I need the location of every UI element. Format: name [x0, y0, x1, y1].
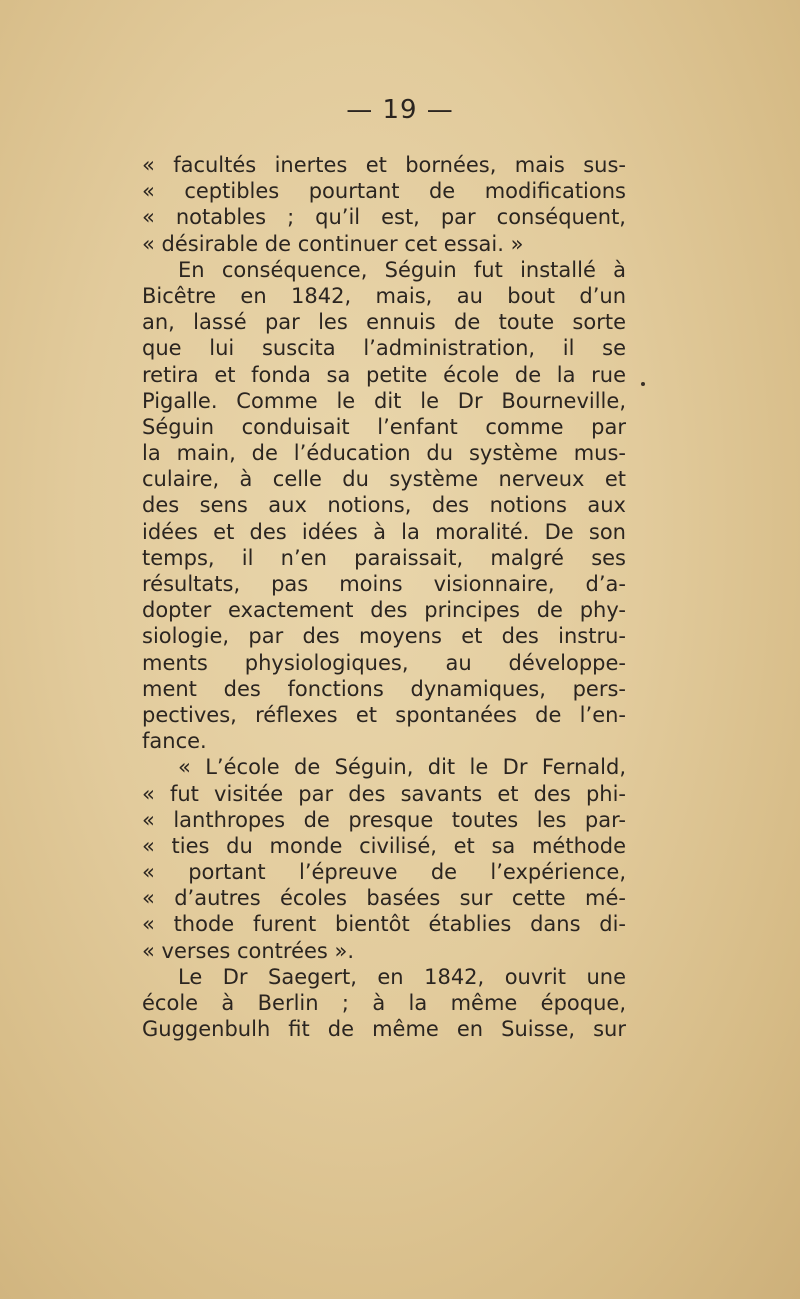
text-line: « verses contrées ». [142, 938, 355, 963]
text-line: pectives, réflexes et spontanées de l’en- [142, 702, 626, 727]
text-line: « portant l’épreuve de l’expérience, [142, 860, 626, 885]
text-line: dopter exactement des principes de phy- [142, 598, 626, 623]
text-line: « fut visitée par des savants et des phi- [142, 781, 626, 806]
text-line: Le Dr Saegert, en 1842, ouvrit une [178, 964, 626, 989]
text-line: Séguin conduisait l’enfant comme par [142, 414, 626, 439]
ink-speck [641, 382, 645, 386]
text-line: Guggenbulh fit de même en Suisse, sur [142, 1017, 626, 1042]
text-line: « lanthropes de presque toutes les par- [142, 807, 626, 832]
text-line: « L’école de Séguin, dit le Dr Fernald, [178, 755, 626, 780]
text-line: fance. [142, 729, 207, 754]
text-line: « facultés inertes et bornées, mais sus- [142, 153, 626, 177]
text-line: que lui suscita l’administration, il se [142, 336, 626, 361]
text-line: Pigalle. Comme le dit le Dr Bourneville, [142, 388, 626, 413]
text-line: « notables ; qu’il est, par conséquent, [142, 205, 626, 230]
text-line: temps, il n’en paraissait, malgré ses [142, 545, 626, 570]
text-line: siologie, par des moyens et des instru- [142, 624, 626, 649]
text-line: des sens aux notions, des notions aux [142, 493, 626, 518]
text-line: culaire, à celle du système nerveux et [142, 467, 626, 492]
text-line: « désirable de continuer cet essai. » [142, 231, 524, 256]
text-line: Bicêtre en 1842, mais, au bout d’un [142, 283, 626, 308]
text-line: idées et des idées à la moralité. De son [142, 519, 626, 544]
text-line: école à Berlin ; à la même époque, [142, 991, 626, 1015]
text-line: « thode furent bientôt établies dans di- [142, 912, 626, 937]
text-line: « ceptibles pourtant de modifications [142, 179, 626, 204]
text-line: résultats, pas moins visionnaire, d’a- [142, 572, 626, 596]
text-line: ment des fonctions dynamiques, pers- [142, 676, 626, 701]
text-line: « d’autres écoles basées sur cette mé- [142, 886, 626, 911]
text-line: En conséquence, Séguin fut installé à [178, 257, 626, 282]
text-line: ments physiologiques, au développe- [142, 650, 626, 675]
body-text [142, 152, 626, 1042]
text-line: la main, de l’éducation du système mus- [142, 441, 626, 466]
text-line: « ties du monde civilisé, et sa méthode [142, 833, 626, 858]
text-line: an, lassé par les ennuis de toute sorte [142, 310, 626, 335]
page-number: — 19 — [346, 95, 454, 125]
text-line: retira et fonda sa petite école de la rue [142, 362, 626, 387]
